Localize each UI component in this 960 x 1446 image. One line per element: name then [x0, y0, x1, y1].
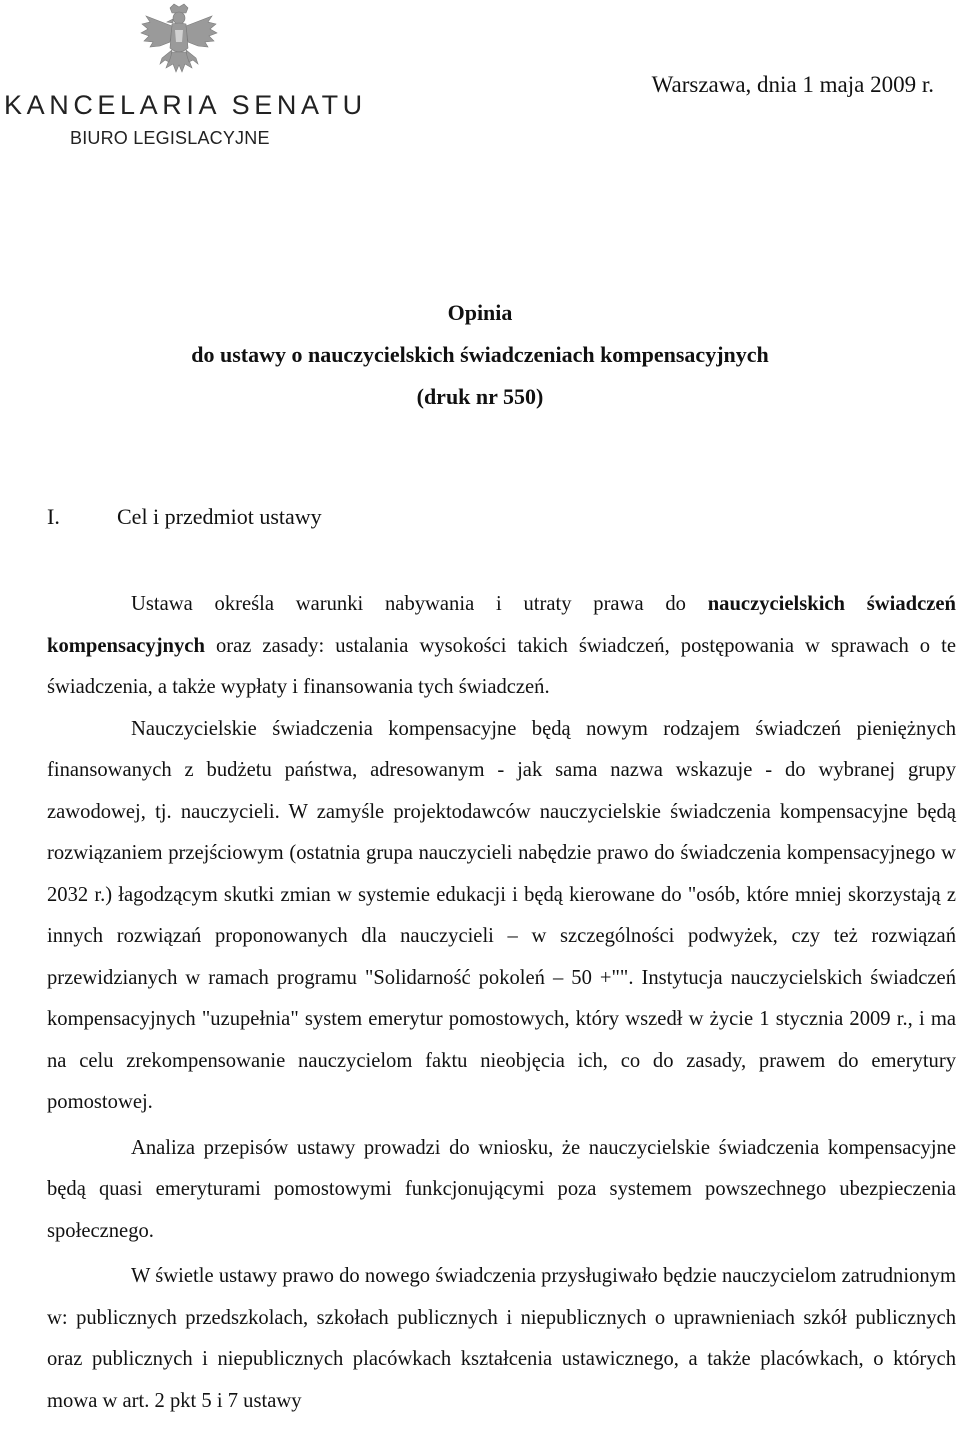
title-print-number: (druk nr 550): [416, 384, 544, 409]
organization-name: KANCELARIA SENATU: [4, 90, 367, 120]
section-heading: [47, 504, 322, 530]
document-title: [0, 292, 960, 418]
organization-department: BIURO LEGISLACYJNE: [70, 128, 270, 148]
eagle-emblem-icon: [136, 2, 222, 88]
document-date: Warszawa, dnia 1 maja 2009 r.: [651, 72, 934, 97]
paragraph-1-text-b: oraz zasady: ustalania wysokości takich świadczeń, postępowania w sprawach o te świadczenia, a także wypłaty i finansowania tych świadczeń.: [47, 634, 956, 698]
section-number: I.: [47, 504, 60, 529]
title-subject: do ustawy o nauczycielskich świadczeniach kompensacyjnych: [191, 342, 769, 367]
paragraph-1-bold-term: nauczycielskich świadczeń kompensacyjnych: [47, 593, 957, 657]
section-title: Cel i przedmiot ustawy: [117, 504, 322, 529]
document-body: [47, 584, 956, 1422]
paragraph-1-text-a: Ustawa określa warunki nabywania i utraty prawa do: [131, 593, 708, 615]
paragraph-4: W świetle ustawy prawo do nowego świadczenia przysługiwało będzie nauczycielom zatrudnionym w: publicznych przedszkolach, szkołach publicznych i niepublicznych o uprawnieniach szkół publicznych oraz publicznych i niepublicznych placówkach kształcenia ustawicznego, a także placówkach, o których mowa w art. 2 pkt 5 i 7 ustawy: [47, 1265, 956, 1412]
senate-logo: [0, 0, 380, 160]
paragraph-1: [47, 584, 956, 709]
title-opinion: Opinia: [447, 300, 513, 325]
paragraph-2: Nauczycielskie świadczenia kompensacyjne będą nowym rodzajem świadczeń pieniężnych finansowanych z budżetu państwa, adresowanym - jak sama nazwa wskazuje - do wybranej grupy zawodowej, tj. nauczycieli. W zamyśle projektodawców nauczycielskie świadczenia kompensacyjne będą rozwiązaniem przejściowym (ostatnia grupa nauczycieli nabędzie prawo do świadczenia kompensacyjnego w 2032 r.) łagodzącym skutki zmian w systemie edukacji i będą kierowane do "osób, które mniej skorzystają z innych rozwiązań proponowanych dla nauczycieli – w szczególności podwyżek, czy też rozwiązań przewidzianych w ramach programu "Solidarność pokoleń – 50 +"". Instytucja nauczycielskich świadczeń kompensacyjnych "uzupełnia" system emerytur pomostowych, który wszedł w życie 1 stycznia 2009 r., i ma na celu zrekompensowanie nauczycielom faktu nieobjęcia ich, co do zasady, prawem do emerytury pomostowej.: [47, 717, 956, 1113]
paragraph-3: Analiza przepisów ustawy prowadzi do wniosku, że nauczycielskie świadczenia kompensacyjne będą quasi emeryturami pomostowymi funkcjonującymi poza systemem powszechnego ubezpieczenia społecznego.: [47, 1136, 956, 1242]
